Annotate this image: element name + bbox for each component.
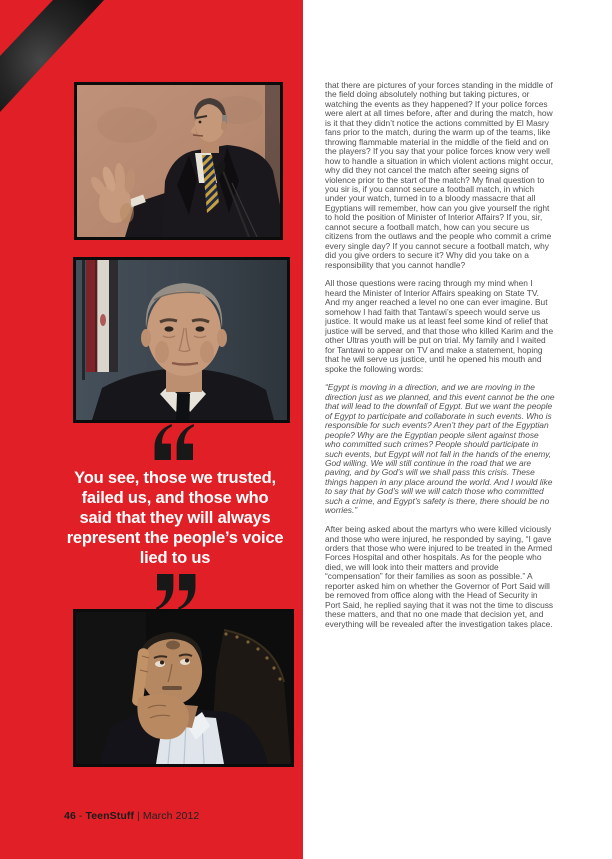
pull-quote-line: failed us, and those who [81, 489, 269, 507]
article-quote-paragraph: “Egypt is moving in a direction, and we are moving in the direction just as we planned, and this event cannot be the one that will lead to the downfall of Egypt. But we want the people of Egypt to participate and collaborate in such events. Who is responsible for such events? Aren’t they part of the Egyptian people? Why are the Egyptian people silent against those who committed such crimes? People should participate in such events, but Egypt will not fall in the hands of the enemy, God willing. We will still continue in the road that we are paving, and by God’s will we shall pass this crisis. These things happen in any place around the world. And I would like to say that by God’s will we will catch those who committed such a crime, and Egypt’s safety is there, there should be no worries.” [325, 382, 555, 516]
open-quote-icon [151, 424, 199, 460]
page-footer [64, 810, 199, 822]
footer-divider: | [137, 810, 140, 822]
pull-quote [43, 424, 307, 610]
photo-minister-gesturing-illustration [77, 85, 280, 237]
magazine-name: TeenStuff [85, 810, 135, 822]
photo-official-thinking-illustration [76, 612, 291, 764]
pull-quote-line: represent the people’s voice [66, 529, 284, 547]
photo-minister-portrait-illustration [76, 260, 287, 420]
pull-quote-line: You see, those we trusted, [74, 469, 276, 487]
photo-minister-gesturing [74, 82, 283, 240]
article-paragraph: that there are pictures of your forces standing in the middle of the field doing absolutely nothing but taking pictures, or watching the events as they happened? If your police forces were alert at all times before, after and during the match, how is it that they didn’t notice the actions committed by El Masry fans prior to the match, during the warm up of the teams, like throwing flammable material in the middle of the field and on the players? If you say that your police forces know very well how to handle a situation in which violent actions might occur, why did they not cancel the match after seeing signs of violence prior to the start of the match? My final question to you sir is, if you cannot secure a football match, in which under your watch, turned in to a bloody massacre that all Egyptians will remember, how can you give yourself the right to hold the position of Minister of Interior Affairs? If you, sir, cannot secure a football match, how can you secure us citizens from the outlaws and the people who commit a crime every single day? If you cannot secure a football match, why did you give orders to secure it? Why did you take on a responsibility that you cannot handle? [325, 80, 554, 270]
article-column [303, 0, 612, 859]
article-paragraph: After being asked about the martyrs who were killed viciously and those who were injured, he responded by saying, “I gave orders that those who were injured to be treated in the Armed Forces Hospital and other hospitals. As for the people who died, we will look into their matters and provide “compensation” for their families as soon as possible.” A reporter asked him on whether the Governor of Port Said will be removed from office along with the Head of Security in Port Said, he replied saying that it was not the time to discuss these matters, and that no one made that decision yet, and everything will be revealed after the investigation takes place. [325, 524, 554, 629]
footer-dash: - [78, 810, 83, 822]
close-quote-icon [151, 574, 199, 610]
pull-quote-line: lied to us [139, 549, 211, 567]
article-paragraph: All those questions were racing through my mind when I heard the Minister of Interior Affairs speaking on State TV. And my anger reached a level no one can ever imagine. But somehow I had faith that Tantawi’s speech would serve us justice. It would make us at least feel some kind of relief that justice will be served, and that those who killed Karim and the other Ultras youth will be put on trial. My family and I waited for Tantawi to appear on TV and make a statement, hoping that he will serve us justice, until he opened his mouth and spoke the following words: [325, 278, 554, 374]
photo-minister-portrait [73, 257, 290, 423]
pull-quote-line: said that they will always [79, 509, 271, 527]
article-body [325, 81, 555, 638]
pull-quote-text [43, 468, 307, 568]
photo-official-thinking [73, 609, 294, 767]
page-number: 46 [64, 810, 76, 822]
issue-date: March 2012 [142, 810, 200, 822]
